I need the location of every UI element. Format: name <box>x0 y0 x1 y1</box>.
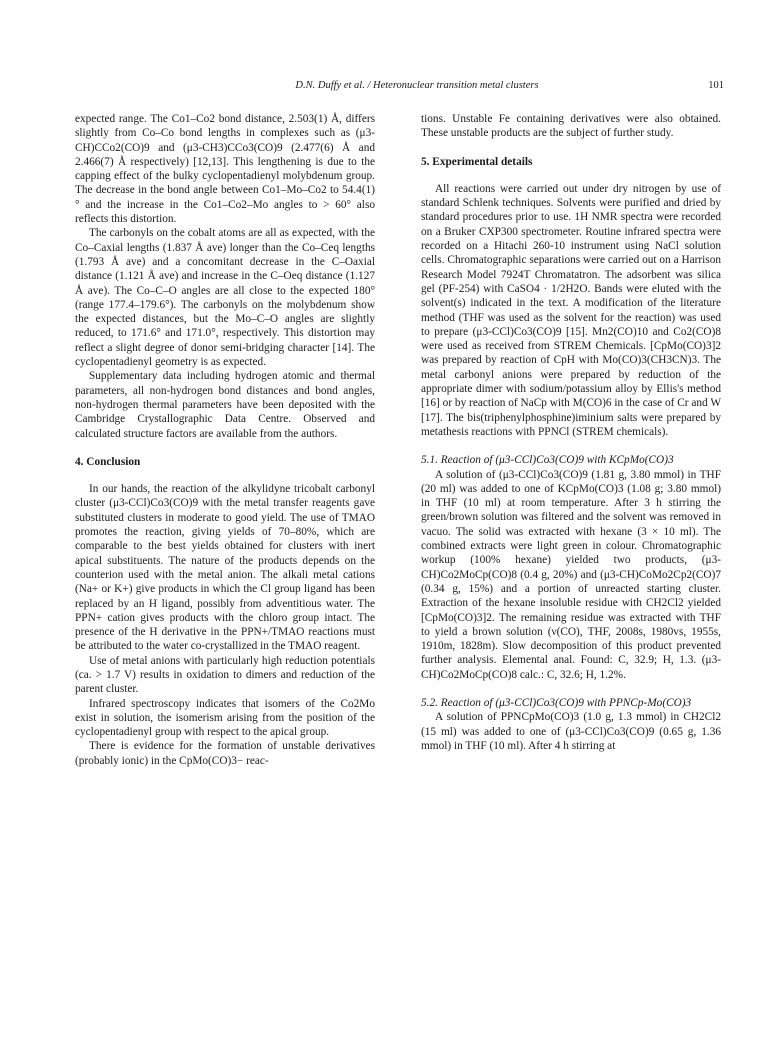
paragraph: Infrared spectroscopy indicates that isomers of the Co2Mo exist in solution, the isomerism arising from the position of the cyclopentadienyl group with respect to the apical group. <box>75 697 375 739</box>
section-heading-conclusion: 4. Conclusion <box>75 455 141 468</box>
subsection-heading-5-2: 5.2. Reaction of (μ3-CCl)Co3(CO)9 with PPNCp-Mo(CO)3 <box>421 696 692 709</box>
paragraph: Use of metal anions with particularly high reduction potentials (ca. > 1.7 V) results in oxidation to dimers and reduction of the parent cluster. <box>75 654 375 696</box>
paragraph: tions. Unstable Fe containing derivatives were also obtained. These unstable products are the subject of further study. <box>421 113 721 140</box>
right-column <box>421 112 721 753</box>
paragraph: There is evidence for the formation of unstable derivatives (probably ionic) in the CpMo(CO)3− reac- <box>75 740 375 767</box>
subsection-heading-5-1: 5.1. Reaction of (μ3-CCl)Co3(CO)9 with KCpMo(CO)3 <box>421 454 674 467</box>
paragraph: A solution of PPNCpMo(CO)3 (1.0 g, 1.3 mmol) in CH2Cl2 (15 ml) was added to one of (μ3-CCl)Co3(CO)9 (0.65 g, 1.36 mmol) in THF (10 ml). After 4 h stirring at <box>421 711 721 752</box>
paragraph: expected range. The Co1–Co2 bond distance, 2.503(1) Å, differs slightly from Co–Co bond lengths in complexes such as (μ3-CH)CCo2(CO)9 and (μ3-CH3)CCo3(CO)9 (2.477(6) Å and 2.466(7) Å respectively) [12,13]. This lengthening is due to the capping effect of the bulky cyclopentadienyl molybdenum group. The decrease in the bond angle between Co1–Mo–Co2 to 54.4(1)° and the increase in the Co1–Co2–Mo angles to > 60° also reflects this distortion. <box>75 113 375 226</box>
paragraph: Supplementary data including hydrogen atomic and thermal parameters, all non-hydrogen bond distances and bond angles, non-hydrogen thermal parameters have been deposited with the Cambridge Crystallographic Data Centre. Observed and calculated structure factors are available from the authors. <box>75 370 375 440</box>
paragraph: The carbonyls on the cobalt atoms are all as expected, with the Co–Caxial lengths (1.837 Å ave) longer than the Co–Ceq lengths (1.793 Å ave) and a concomitant decrease in the C–Oaxial distance (1.121 Å ave) and increase in the C–Oeq distance (1.127 Å ave). The Co–C–O angles are all close to the expected 180° (range 177.4–179.6°). The carbonyls on the molybdenum show the expected distances, but the Mo–C–O angles are slightly reduced, to 171.6° and 171.0°, respectively. This distortion may reflect a slight degree of donor semi-bridging character [14]. The cyclopentadienyl geometry is as expected. <box>75 227 375 369</box>
left-column <box>75 112 375 768</box>
paragraph: All reactions were carried out under dry nitrogen by use of standard Schlenk techniques. Solvents were purified and dried by standard procedures prior to use. 1H NMR spectra were recorded on a Bruker CXP300 spectrometer. Routine infrared spectra were recorded on a Hitachi 260-10 instrument using NaCl solution cells. Chromatographic separations were carried out on a Harrison Research Model 7924T Chromatatron. The adsorbent was silica gel (PF-254) with CaSO4 · 1/2H2O. Bands were eluted with the solvent(s) indicated in the text. A modification of the literature method (THF was used as the solvent for the reaction) was used to prepare (μ3-CCl)Co3(CO)9 [15]. Mn2(CO)10 and Co2(CO)8 were used as received from STREM Chemicals. [CpMo(CO)3]2 was prepared by reaction of CpH with Mo(CO)3(CH3CN)3. The metal carbonyl anions were prepared by reduction of the appropriate dimer with sodium/potassium alloy by Ellis's method [16] or by reaction of NaCp with M(CO)6 in the case of Cr and W [17]. The bis(triphenylphosphine)iminium salts were prepared by metathesis reactions with PPNCl (STREM chemicals). <box>421 182 721 438</box>
running-title: D.N. Duffy et al. / Heteronuclear transition metal clusters <box>295 80 539 91</box>
paragraph: A solution of (μ3-CCl)Co3(CO)9 (1.81 g, 3.80 mmol) in THF (20 ml) was added to one of KCpMo(CO)3 (1.08 g; 3.80 mmol) in THF (10 ml) at room temperature. After 3 h stirring the green/brown solution was filtered and the solvent was removed in vacuo. The solid was extracted with hexane (3 × 10 ml). The combined extracts were light green in colour. Chromatographic workup (100% hexane) yielded two products, (μ3-CH)Co2MoCp(CO)8 (0.4 g, 20%) and (μ3-CH)CoMo2Cp2(CO)7 (0.34 g, 15%) and a portion of unreacted starting cluster. Extraction of the hexane insoluble residue with CH2Cl2 yielded [CpMo(CO)3]2. The remaining residue was extracted with THF to yield a brown solution (ν(CO), THF, 2008s, 1980vs, 1955s, 1910m, 1828m). Slow decomposition of this product prevented further analysis. Elemental anal. Found: C, 32.9; H, 1.3. (μ3-CH)Co2MoCp(CO)8 calc.: C, 32.6; H, 1.2%. <box>421 468 721 681</box>
section-heading-experimental: 5. Experimental details <box>421 155 533 168</box>
paragraph: In our hands, the reaction of the alkylidyne tricobalt carbonyl cluster (μ3-CCl)Co3(CO)9 with the metal transfer reagents gave substituted clusters in moderate to good yield. The use of TMAO promotes the reaction, giving yields of 70–80%, which are comparable to the best yields obtained for clusters with inert apical substituents. The nature of the products depends on the counterion used with the metal anion. The alkali metal cations (Na+ or K+) give products in which the Cl group ligand has been replaced by an H ligand, possibly from adventitious water. The PPN+ cation gives products with the chloro group intact. The presence of the H derivative in the PPN+/TMAO reactions must be attributed to the water co-crystallized in the TMAO reagent. <box>75 483 375 653</box>
running-header <box>110 80 724 96</box>
page-number: 101 <box>708 80 724 91</box>
